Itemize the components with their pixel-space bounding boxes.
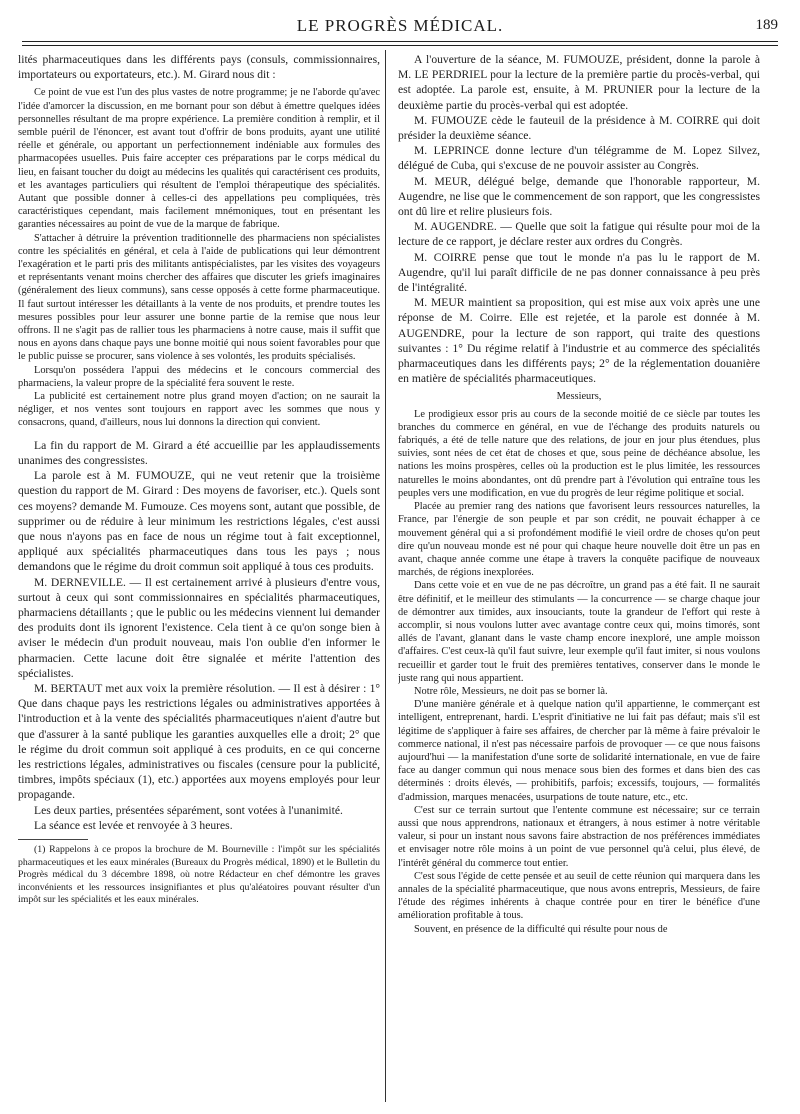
body-paragraph: Les deux parties, présentées séparément, sont votées à l'unanimité. xyxy=(34,803,343,817)
page-header xyxy=(22,14,778,40)
footnote: (1) Rappelons à ce propos la brochure de M. Bourneville : l'impôt sur les spécialités pharmaceutiques et les eaux minérales (Bureaux du Progrès médical, 1890) et le Bulletin du Progrès médical du 3 décembre 1898, où notre Rédacteur en chef démontre les graves inconvénients et les ressources insignifiantes et plus qu'aléatoires pouvant résulter d'un impôt sur les spécialités et les eaux minérales. xyxy=(18,843,380,906)
body-paragraph: M. FUMOUZE cède le fauteuil de la présidence à M. COIRRE qui doit présider la deuxième séance. xyxy=(398,113,760,143)
left-column xyxy=(18,52,380,1102)
body-paragraph: M. MEUR, délégué belge, demande que l'honorable rapporteur, M. Augendre, ne lise que le commencement de son rapport, que les congressistes ont dû lire et relire plusieurs fois. xyxy=(398,174,760,219)
journal-title: LE PROGRÈS MÉDICAL. xyxy=(296,16,504,35)
quote-paragraph: S'attacher à détruire la prévention traditionnelle des pharmaciens non spécialistes contre les spécialités en général, et cela à l'aide de publications qui leur démontrent l'exagération et le parti pris des militants antispécialistes, par les visites des voyageurs et représentants venant moins chercher des affaires que discuter les griefs imaginaires (généralement des lieux communs), sans cesse opposés à cette forme pharmaceutique. Il faut surtout intéresser les détaillants à la vente de nos produits, et prendre toutes les mesures possibles pour leur assurer une bonne partie de la remise que nous leur offrons. Il ne s'agit pas de rallier tous les pharmaciens à notre cause, mais il suffit que nous en ayons dans chaque pays une bonne moitié qui nous soient favorables pour que le public puisse se procurer, sans violence à ses volontés, les produits spécialisés. xyxy=(18,232,380,363)
column-divider xyxy=(385,50,386,1102)
quote-paragraph: C'est sur ce terrain surtout que l'entente commune est nécessaire; sur ce terrain aussi que nous apprendrons, nationaux et étrangers, à nous estimer à notre véritable valeur, si pour un instant nous savons faire abstraction de nos préférences immédiates et envisager notre rôle moins à un point de vue personnel qu'à celui, plus élevé, de l'intérêt général du commerce tout entier. xyxy=(398,804,760,869)
body-paragraph: M. AUGENDRE. — Quelle que soit la fatigue qui résulte pour moi de la lecture de ce rapport, je déclare rester aux ordres du Congrès. xyxy=(398,220,760,249)
quote-paragraph: C'est sous l'égide de cette pensée et au seuil de cette réunion qui marquera dans les annales de la spécialité pharmaceutique, que nous avons entrepris, Messieurs, de faire l'étude des régimes inhérents à chaque contrée pour en tirer le bénéfice d'une amélioration profitable à tous. xyxy=(398,870,760,922)
quote-paragraph: Souvent, en présence de la difficulté qui résulte pour nous de xyxy=(414,923,668,935)
quote-paragraph: Placée au premier rang des nations que favorisent leurs ressources naturelles, la France, par l'énergie de son peuple et par son crédit, ne pouvait échapper à ce mouvement général qui a si profondément modifié le vieil ordre de choses qu'on peut dire qu'un nouveau monde est né pour qui chaque heure nouvelle doit être un pas en avant, chaque année comme une étape à travers la conquête pacifique de nouveaux marchés, de régions inexplorées. xyxy=(398,501,760,579)
quote-paragraph: Notre rôle, Messieurs, ne doit pas se borner là. xyxy=(414,685,608,697)
body-paragraph: La fin du rapport de M. Girard a été accueillie par les applaudissements unanimes des congressistes. xyxy=(18,438,380,467)
body-paragraph: M. DERNEVILLE. — Il est certainement arrivé à plusieurs d'entre vous, surtout à ceux qui sont commissionnaires en spécialités pharmaceutiques, pharmaciens détaillants ; que le public ou les médecins viennent lui demander des produits dont ils ignorent l'existence. Cela tient à ce qu'on songe bien à aviser le médecin d'un produit nouveau, mais l'on oublie d'en informer le pharmacien. Cette lacune doit être signalée et mérite l'attention des spécialistes. xyxy=(18,575,380,680)
quote-paragraph: D'une manière générale et à quelque nation qu'il appartienne, le commerçant est intelligent, entreprenant, hardi. L'esprit d'initiative ne lui fait pas défaut; mais s'il est légitime de s'appliquer à faire ses affaires, de chercher par là même à faire prévaloir le commerce national, il n'est pas nécessaire parfois de provoquer — ce que nous faisons aujourd'hui — la manifestation d'une sorte de solidarité internationale, en vue de faire face au danger commun qui nous menace sous bien des formes et dans bien des cas déterminés : droits élevés, — prohibitifs, parfois; excessifs, toujours, — formalités d'admission, marques menacées, usurpations de toute nature, etc., etc. xyxy=(398,699,760,803)
body-paragraph: M. LEPRINCE donne lecture d'un télégramme de M. Lopez Silvez, délégué de Cuba, qui s'excuse de ne pouvoir assister au Congrès. xyxy=(398,144,760,173)
quote-paragraph: Ce point de vue est l'un des plus vastes de notre programme; je ne l'aborde qu'avec l'idée d'amorcer la discussion, en me bornant pour son début à émettre quelques idées personnelles résultant de ma propre expérience. La première condition à remplir, et il semble puéril de l'énoncer, est avant tout d'offrir de bons produits, ayant une utilité réelle et générale, ou apportant un perfectionnement indéniable aux formules des pharmacopées usuelles. Puis faire accepter ces préparations par le corps médical du lieu, en faisant toucher du doigt au médecins les qualités qui caractérisent ces produits, et les avantages particuliers qui résultent de l'emploi thérapeutique des spécialités. Autant que possible donner à celles-ci des appellations peu compliquées, très caractéristiques cependant, mais facilement mnémoniques, tout en présentant les garanties nécessaires au point de vue de la marque de fabrique. xyxy=(18,87,380,231)
body-paragraph: La parole est à M. FUMOUZE, qui ne veut retenir que la troisième question du rapport de M. Girard : Des moyens de favoriser, etc.). Quels sont ces moyens? demande M. Fumouze. Ces moyens sont, autant que possible, de supprimer ou de réduire à leur minimum les restrictions légales, c'est aussi que nous n'ayons pas en face de nous un régime tout à fait exceptionnel, appliqué aux spécialités pharmaceutiques dans tous les pays ; nous demandons que le régime du droit commun soit appliqué à tous ces produits. xyxy=(18,469,380,574)
body-paragraph: A l'ouverture de la séance, M. FUMOUZE, président, donne la parole à M. LE PERDRIEL pour la lecture de la première partie du procès-verbal, qui est adoptée. La parole est, ensuite, à M. PRUNIER pour la lecture de la deuxième partie du procès-verbal qui est adoptée. xyxy=(398,53,760,112)
body-paragraph: M. MEUR maintient sa proposition, qui est mise aux voix après une une réponse de M. Coirre. Elle est rejetée, et la parole est donnée à M. AUGENDRE, pour la lecture de son rapport, qui traite des questions suivantes : 1° Du régime relatif à l'industrie et au commerce des spécialités pharmaceutiques dans les différents pays; 2° de la réglementation douanière en matière de spécialités pharmaceutiques. xyxy=(398,296,760,386)
body-paragraph: M. BERTAUT met aux voix la première résolution. — Il est à désirer : 1° Que dans chaque pays les restrictions légales ou administratives apportées à l'introduction et à la vente des spécialités pharmaceutiques n'aient d'autre but que d'assurer à la santé publique les garanties auxquelles elle a droit; 2° que le régime du droit commun soit appliqué à ces produits, en ce qui concerne les restrictions légales, administratives ou fiscales (censure pour la publicité, timbres, impôts spéciaux (1), etc.) apportées aux moyens employés pour leur propagande. xyxy=(18,681,380,802)
quote-paragraph: Le prodigieux essor pris au cours de la seconde moitié de ce siècle par toutes les branches du commerce en général, en vue de l'échange des produits naturels ou fabriqués, a été de telle nature que des relations, de jour en jour plus étendues, plus suivies, sont nées de cet état de choses et que, sous peine de déchéance absolue, les nations les moins prospères, celles où la production est le plus limitée, les ressources naturelles le moins abondantes, ont dû prendre part à l'évolution qui entraîne tous les peuples vers une modification, en vue du progrès de leur régime politique et social. xyxy=(398,408,760,499)
footnote-rule xyxy=(18,839,88,840)
right-column xyxy=(398,52,760,1102)
quote-paragraph: Dans cette voie et en vue de ne pas décroître, un grand pas a été fait. Il ne saurait être définitif, et le meilleur des stimulants — la concurrence — se charge chaque jour de démontrer aux timides, aux insouciants, toute la grandeur de l'effort qui reste à accomplir, si nous voulons lutter avec avantage contre ceux qui, moins timorés, sont allés de l'avant, glanant dans le vaste champ encore inexploré, une ample moisson d'affaires. C'est ceux-là qu'il faut suivre, leur exemple qu'il faut imiter, si nous voulons recueillir et garder tout le fruit des premières tentatives, conserver dans le monde le juste rang qui nous appartient. xyxy=(398,580,760,684)
body-paragraph: M. COIRRE pense que tout le monde n'a pas lu le rapport de M. Augendre, qu'il lui paraît difficile de ne pas donner connaissance à peu près de l'intégralité. xyxy=(398,250,760,295)
salutation: Messieurs, xyxy=(556,391,602,403)
header-rule-bottom xyxy=(22,45,778,46)
body-paragraph: La séance est levée et renvoyée à 3 heures. xyxy=(34,818,233,832)
page-number: 189 xyxy=(755,17,778,33)
header-rule-top xyxy=(22,41,778,42)
quote-paragraph: Lorsqu'on possédera l'appui des médecins et le concours commercial des pharmaciens, la valeur propre de la spécialité fera souvent le reste. xyxy=(18,364,380,389)
quote-paragraph: La publicité est certainement notre plus grand moyen d'action; on ne saurait la négliger, et nos ventes sont toujours en rapport avec les sommes que nous y consacrons, quand, d'ailleurs, nous lui donnons la direction qui convient. xyxy=(18,391,380,429)
intro-paragraph: lités pharmaceutiques dans les différents pays (consuls, commissionnaires, importateurs ou exportateurs, etc.). M. Girard nous dit : xyxy=(18,53,380,82)
